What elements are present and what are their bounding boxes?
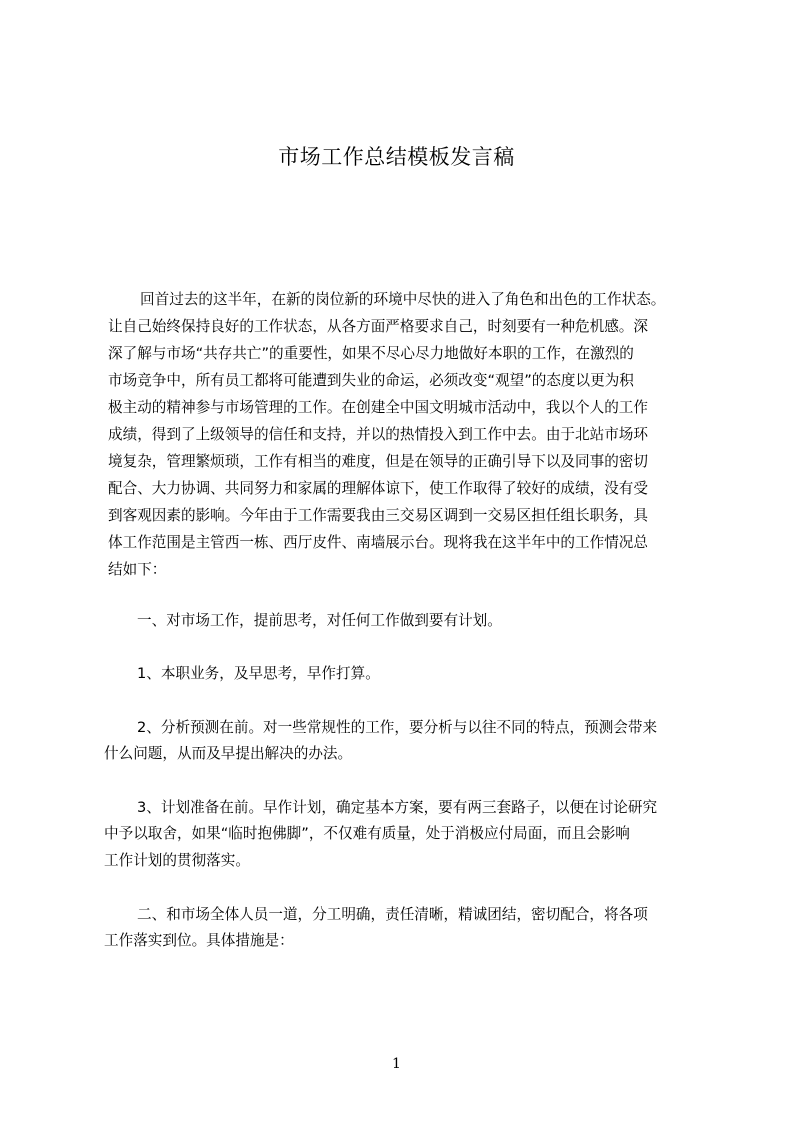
intro-line: 让自己始终保持良好的工作状态，从各方面严格要求自己，时刻要有一种危机感。深 (108, 318, 648, 335)
intro-line: 深了解与市场“共存共亡”的重要性，如果不尽心尽力地做好本职的工作，在激烈的 (108, 345, 634, 362)
section-line: 二、和市场全体人员一道，分工明确，责任清晰，精诚团结，密切配合，将各项 (137, 906, 648, 923)
intro-line: 结如下： (108, 561, 167, 578)
section-heading-1: 一、对市场工作，提前思考，对任何工作做到要有计划。 (137, 612, 502, 629)
list-item-line: 中予以取舍，如果“临时抱佛脚”，不仅难有质量，处于消极应付局面，而且会影响 (104, 825, 630, 842)
list-item-line: 2、分析预测在前。对一些常规性的工作，要分析与以往不同的特点，预测会带来 (137, 719, 658, 736)
intro-line: 体工作范围是主管西一栋、西厅皮件、南墙展示台。现将我在这半年中的工作情况总 (108, 534, 648, 551)
intro-line: 回首过去的这半年，在新的岗位新的环境中尽快的进入了角色和出色的工作状态。 (140, 291, 666, 308)
list-item-line: 什么问题，从而及早提出解决的办法。 (104, 745, 353, 762)
list-item-1: 1、本职业务，及早思考，早作打算。 (137, 665, 380, 682)
intro-line: 配合、大力协调、共同努力和家属的理解体谅下，使工作取得了较好的成绩，没有受 (108, 480, 648, 497)
intro-line: 成绩，得到了上级领导的信任和支持，并以的热情投入到工作中去。由于北站市场环 (108, 426, 648, 443)
intro-line: 境复杂，管理繁烦琐，工作有相当的难度，但是在领导的正确引导下以及同事的密切 (108, 453, 648, 470)
intro-line: 极主动的精神参与市场管理的工作。在创建全中国文明城市活动中，我以个人的工作 (108, 399, 648, 416)
list-item-line: 工作计划的贯彻落实。 (104, 852, 250, 869)
intro-line: 到客观因素的影响。今年由于工作需要我由三交易区调到一交易区担任组长职务，具 (108, 507, 648, 524)
intro-line: 市场竞争中，所有员工都将可能遭到失业的命运，必须改变“观望”的态度以更为积 (108, 372, 634, 389)
document-title: 市场工作总结模板发言稿 (278, 145, 515, 169)
section-line: 工作落实到位。具体措施是： (104, 932, 294, 949)
page-number: 1 (392, 1056, 401, 1072)
list-item-line: 3、计划准备在前。早作计划，确定基本方案，要有两三套路子，以便在讨论研究 (137, 799, 658, 816)
